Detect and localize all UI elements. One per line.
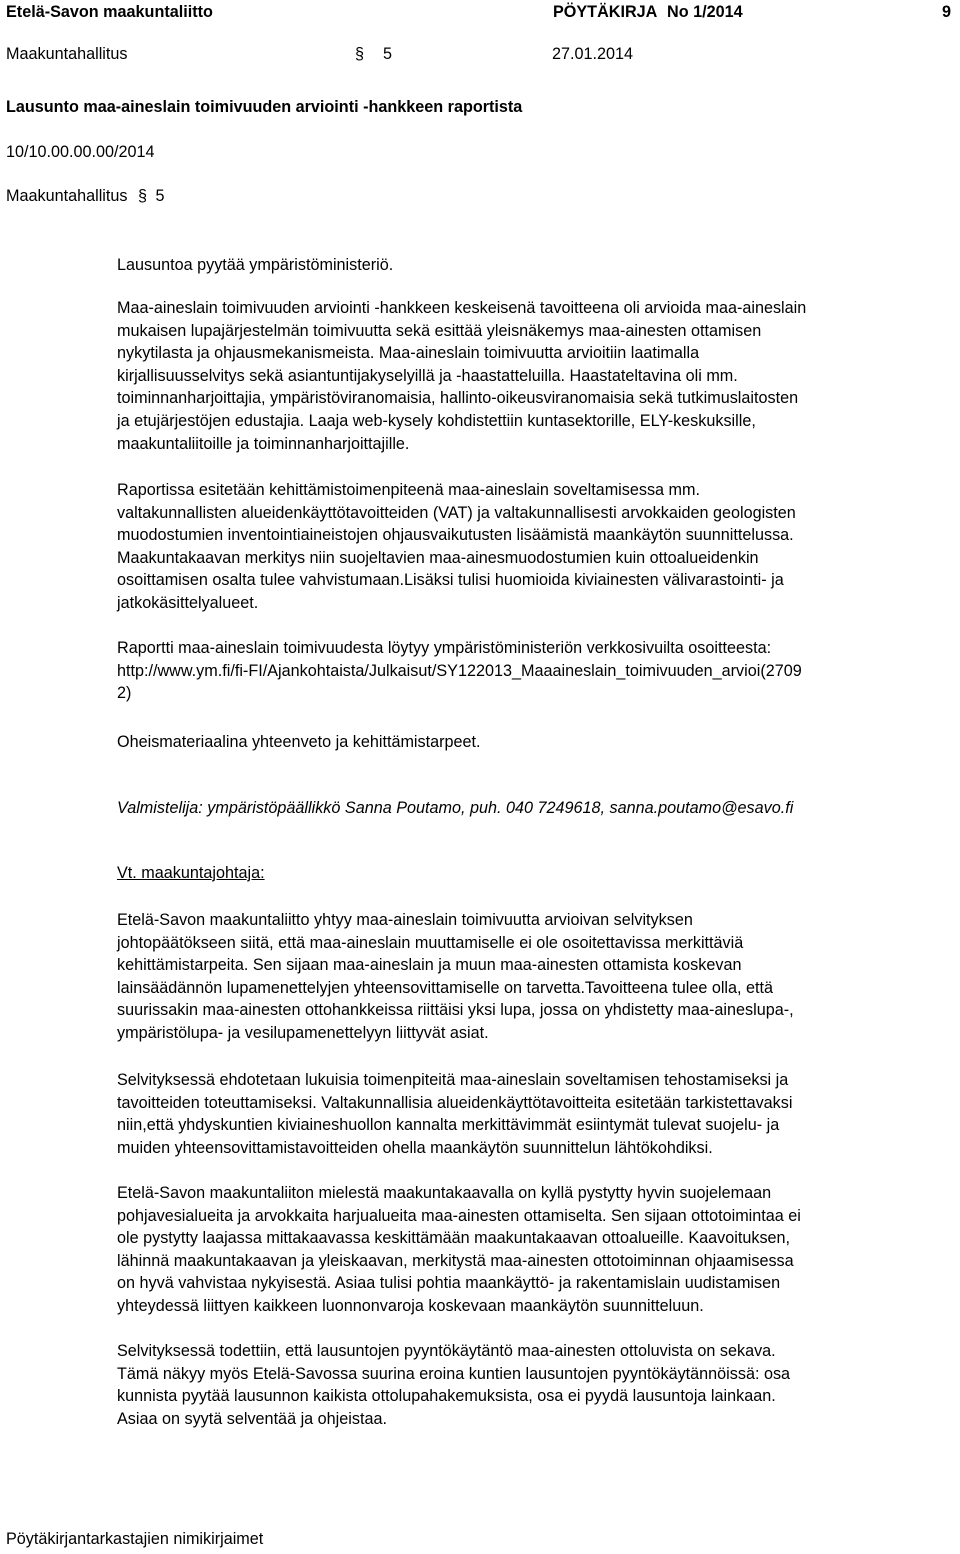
paragraph-request [117, 254, 953, 277]
report-url-continued[interactable]: 2) [117, 684, 132, 703]
paragraph-line: Tämä näkyy myös Etelä-Savossa suurina eroina kuntien lausuntojen pyyntökäytännöissä: osa [117, 1364, 791, 1383]
paragraph-line: ympäristölupa- ja vesilupamenettelyyn liittyvät asiat. [117, 1023, 489, 1042]
paragraph-line: Lausuntoa pyytää ympäristöministeriö. [117, 256, 394, 274]
protocol-label: PÖYTÄKIRJA [553, 3, 658, 21]
preparer-line [117, 797, 953, 820]
paragraph-line: Maakuntakaavan merkitys niin suojeltavien maa-ainesmuodostumien kuin ottoalueidenkin [117, 548, 759, 567]
paragraph-regional-plan [117, 1182, 953, 1318]
paragraph-line: kirjallisuusselvitys sekä asiantuntijakyselyillä ja -haastatteluilla. Haastateltavina oli mm. [117, 366, 738, 385]
paragraph-line: kunnista pyytää lausunnon kaikista ottolupahakemuksista, osa ei pyydä lausuntoja lainkaan. [117, 1387, 776, 1406]
paragraph-statements [117, 1340, 953, 1430]
board-line [6, 187, 165, 206]
paragraph-line: Selvityksessä ehdotetaan lukuisia toimenpiteitä maa-aineslain soveltamisen tehostamiseksi ja [117, 1071, 789, 1089]
paragraph-line: Asiaa on syytä selventää ja ohjeistaa. [117, 1409, 387, 1428]
paragraph-opinion [117, 909, 953, 1045]
paragraph-line: jatkokäsittelyalueet. [117, 593, 259, 612]
footer-initials-label: Pöytäkirjantarkastajien nimikirjaimet [6, 1530, 264, 1548]
section-symbol: § [355, 45, 365, 63]
reference-number: 10/10.00.00.00/2014 [6, 143, 155, 161]
paragraph-line: ole pystytty laajassa mittakaavassa keskittämään maakuntakaavan ottoalueille. Kaavoituksen, [117, 1229, 791, 1248]
board-name: Maakuntahallitus [6, 45, 128, 63]
paragraph-project [117, 297, 953, 455]
paragraph-line: nykytilasta ja ohjausmekanismeista. Maa-aineslain toimivuutta arvioitiin laatimalla [117, 344, 700, 363]
page-title: Lausunto maa-aineslain toimivuuden arviointi -hankkeen raportista [6, 98, 523, 116]
paragraph-line: pohjavesialueita ja arvokkaita harjualueita maa-ainesten ottamiselta. Sen sijaan ottotoimintaa ei [117, 1206, 801, 1225]
paragraph-line: suurissakin maa-ainesten ottohankkeissa riittäisi yksi lupa, jossa on yhdistetty maa-aineslupa-, [117, 1001, 794, 1020]
paragraph-line: niin,että yhdyskuntien kiviaineshuollon kannalta merkittävimmät esiintymät tulevat suojelu- ja [117, 1116, 780, 1135]
paragraph-line: Selvityksessä todettiin, että lausuntojen pyyntökäytäntö maa-ainesten ottoluvista on sekava. [117, 1342, 776, 1360]
paragraph-line: Etelä-Savon maakuntaliitto yhtyy maa-aineslain toimivuutta arvioivan selvityksen [117, 911, 693, 929]
protocol-number: No 1/2014 [667, 3, 743, 21]
paragraph-line: Raportissa esitetään kehittämistoimenpiteenä maa-aineslain soveltamisessa mm. [117, 481, 701, 499]
preparer-text: Valmistelija: ympäristöpäällikkö Sanna Poutamo, puh. 040 7249618, sanna.poutamo@esavo.fi [117, 799, 794, 817]
organization-name: Etelä-Savon maakuntaliitto [6, 3, 213, 21]
paragraph-line: valtakunnallisten alueidenkäyttötavoitteiden (VAT) ja valtakunnallisesti arvokkaiden geologisten [117, 503, 796, 522]
paragraph-line: Oheismateriaalina yhteenveto ja kehittämistarpeet. [117, 733, 481, 751]
board-line-number: 5 [155, 187, 165, 205]
report-url[interactable]: http://www.ym.fi/fi-FI/Ajankohtaista/Julkaisut/SY122013_Maaaineslain_toimivuuden_arvioi(2709 [117, 661, 802, 680]
paragraph-line: yhteydessä liittyen kaikkeen luonnonvaroja koskevaan maankäytön suunnitteluun. [117, 1296, 704, 1315]
paragraph-line: johtopäätökseen siitä, että maa-aineslain muuttamiselle ei ole osoitettavissa merkittäviä [117, 933, 744, 952]
paragraph-line: on hyvä vahvistaa nykyisestä. Asiaa tulisi pohtia maankäyttö- ja rakentamislain uudistamisen [117, 1274, 781, 1293]
board-line-label: Maakuntahallitus [6, 187, 128, 205]
board-line-symbol: § [137, 187, 147, 205]
page-number: 9 [942, 3, 952, 21]
paragraph-line: Etelä-Savon maakuntaliiton mielestä maakuntakaavalla on kyllä pystytty hyvin suojelemaan [117, 1184, 772, 1202]
paragraph-line: ja etujärjestöjen edustajia. Laaja web-kysely kohdistettiin kuntasektorille, ELY-keskuksille, [117, 411, 756, 430]
paragraph-line: Raportti maa-aineslain toimivuudesta löytyy ympäristöministeriön verkkosivuilta osoitteesta: [117, 639, 772, 657]
paragraph-line: muodostumien inventointiaineistojen ohjausvaikutusten lisäämistä maankäytön suunnittelussa. [117, 526, 794, 545]
paragraph-line: tavoitteiden toteuttamiseksi. Valtakunnallisia alueidenkäyttötavoitteita esitetään tarkistettavaksi [117, 1093, 793, 1112]
section-number: 5 [383, 45, 393, 63]
paragraph-line: Maa-aineslain toimivuuden arviointi -hankkeen keskeisenä tavoitteena oli arvioida maa-aineslain [117, 299, 807, 317]
paragraph-attachment [117, 731, 953, 754]
meeting-date: 27.01.2014 [552, 45, 634, 63]
paragraph-line: osoittamisen osalta tulee vahvistumaan.Lisäksi tulisi huomioida kiviainesten välivarastointi- ja [117, 571, 784, 590]
paragraph-link [117, 637, 953, 705]
proposer-heading [117, 862, 953, 885]
paragraph-line: muiden yhteensovittamistavoitteiden ohella maankäytön suunnittelun lähtökohdiksi. [117, 1138, 713, 1157]
paragraph-line: lainsäädännön lupamenettelyjen yhteensovittamiselle on tarvetta.Tavoitteena tulee olla, että [117, 978, 774, 997]
paragraph-line: kehittämistarpeita. Sen sijaan maa-aineslain ja muun maa-ainesten ottamista koskevan [117, 956, 742, 975]
paragraph-line: lähinnä maakuntakaavan ja yleiskaavan, merkitystä maa-ainesten ottotoiminnan ohjaamisessa [117, 1251, 794, 1270]
paragraph-measures [117, 1069, 953, 1159]
paragraph-report [117, 479, 953, 615]
paragraph-line: maakuntaliitoille ja toiminnanharjoittajille. [117, 434, 410, 453]
paragraph-line: toiminnanharjoittajia, ympäristöviranomaisia, hallinto-oikeusviranomaisia sekä tutkimuslaitosten [117, 389, 799, 408]
proposer-label: Vt. maakuntajohtaja: [117, 864, 265, 882]
paragraph-line: mukaisen lupajärjestelmän toimivuutta sekä esittää yleisnäkemys maa-ainesten ottamisen [117, 321, 762, 340]
